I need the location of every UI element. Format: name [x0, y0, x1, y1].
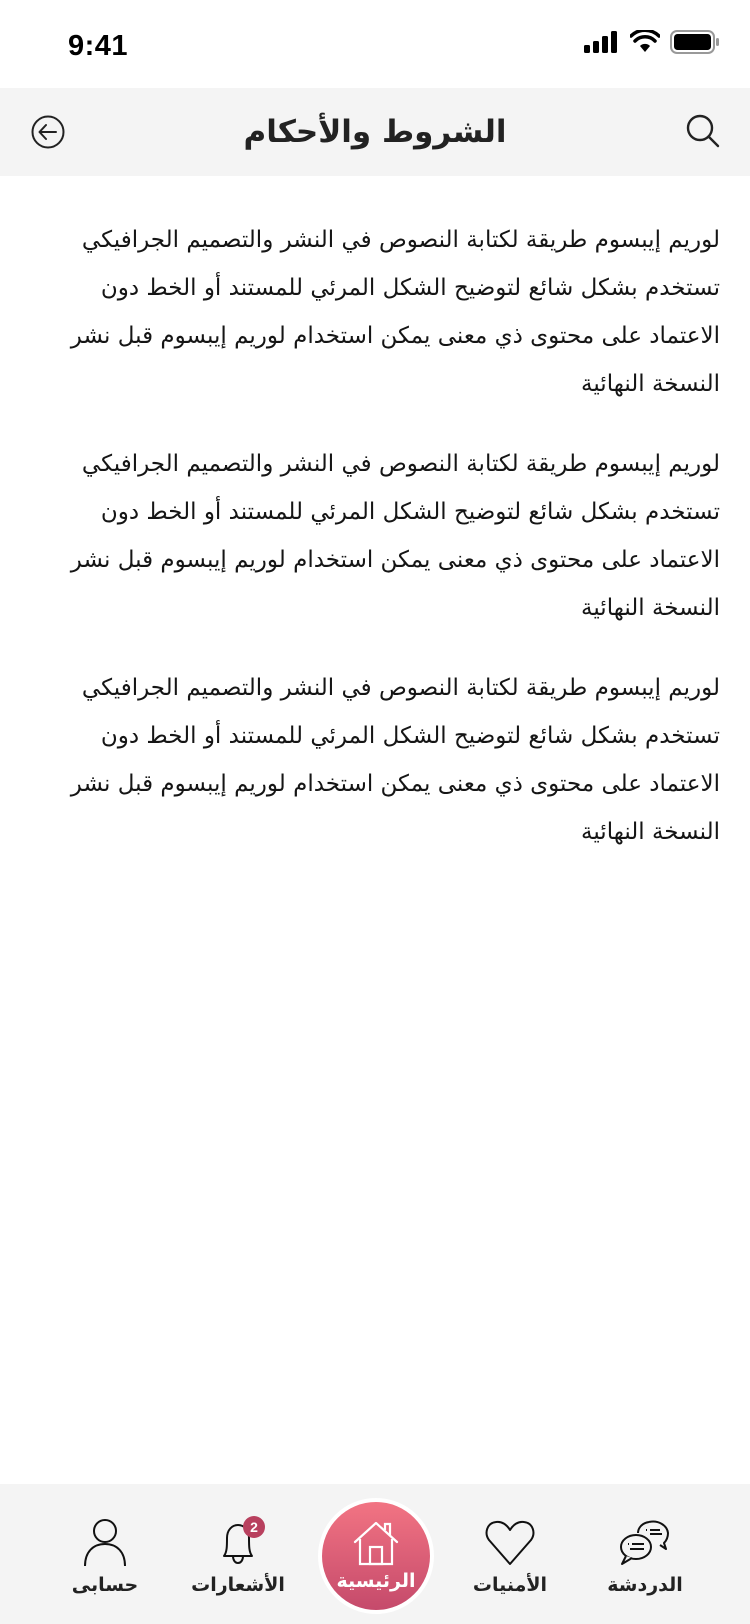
signal-icon: [584, 30, 620, 54]
terms-paragraph: لوريم إيبسوم طريقة لكتابة النصوص في النشر والتصميم الجرافيكي تستخدم بشكل شائع لتوضيح الشكل المرئي للمستند أو الخط دون الاعتماد على محتوى ذي معنى يمكن استخدام لوريم إيبسوم قبل نشر النسخة النهائية: [70, 675, 720, 845]
tab-home[interactable]: [318, 1498, 434, 1614]
tab-wishes[interactable]: [445, 1484, 575, 1624]
wifi-icon: [630, 30, 660, 54]
home-active-circle: [322, 1502, 430, 1610]
page-title: الشروط والأحكام: [243, 114, 507, 150]
search-icon: [684, 112, 722, 150]
tab-chat[interactable]: [580, 1484, 710, 1624]
chat-icon: [618, 1518, 672, 1568]
tab-label: الأشعارات: [191, 1574, 285, 1596]
notification-badge: 2: [243, 1516, 265, 1538]
header: [0, 88, 750, 176]
bottom-tab-bar: [0, 1484, 750, 1624]
status-icons: [584, 30, 720, 54]
tab-account[interactable]: [40, 1484, 170, 1624]
terms-paragraph: لوريم إيبسوم طريقة لكتابة النصوص في النشر والتصميم الجرافيكي تستخدم بشكل شائع لتوضيح الشكل المرئي للمستند أو الخط دون الاعتماد على محتوى ذي معنى يمكن استخدام لوريم إيبسوم قبل نشر النسخة النهائية: [70, 451, 720, 621]
terms-paragraph: لوريم إيبسوم طريقة لكتابة النصوص في النشر والتصميم الجرافيكي تستخدم بشكل شائع لتوضيح الشكل المرئي للمستند أو الخط دون الاعتماد على محتوى ذي معنى يمكن استخدام لوريم إيبسوم قبل نشر النسخة النهائية: [70, 227, 720, 397]
tab-label: حسابى: [71, 1574, 139, 1596]
status-time: 9:41: [68, 30, 129, 62]
terms-content: [0, 176, 750, 888]
bell-icon: [211, 1518, 265, 1568]
tab-notifications[interactable]: [173, 1484, 303, 1624]
heart-icon: [483, 1518, 537, 1568]
tab-label: الدردشة: [607, 1574, 683, 1596]
user-icon: [78, 1518, 132, 1568]
home-icon: [351, 1520, 401, 1566]
status-bar: [0, 0, 750, 88]
tab-label: الرئيسية: [336, 1570, 416, 1592]
battery-icon: [670, 30, 720, 54]
search-button[interactable]: [684, 112, 722, 150]
tab-label: الأمنيات: [472, 1574, 548, 1596]
